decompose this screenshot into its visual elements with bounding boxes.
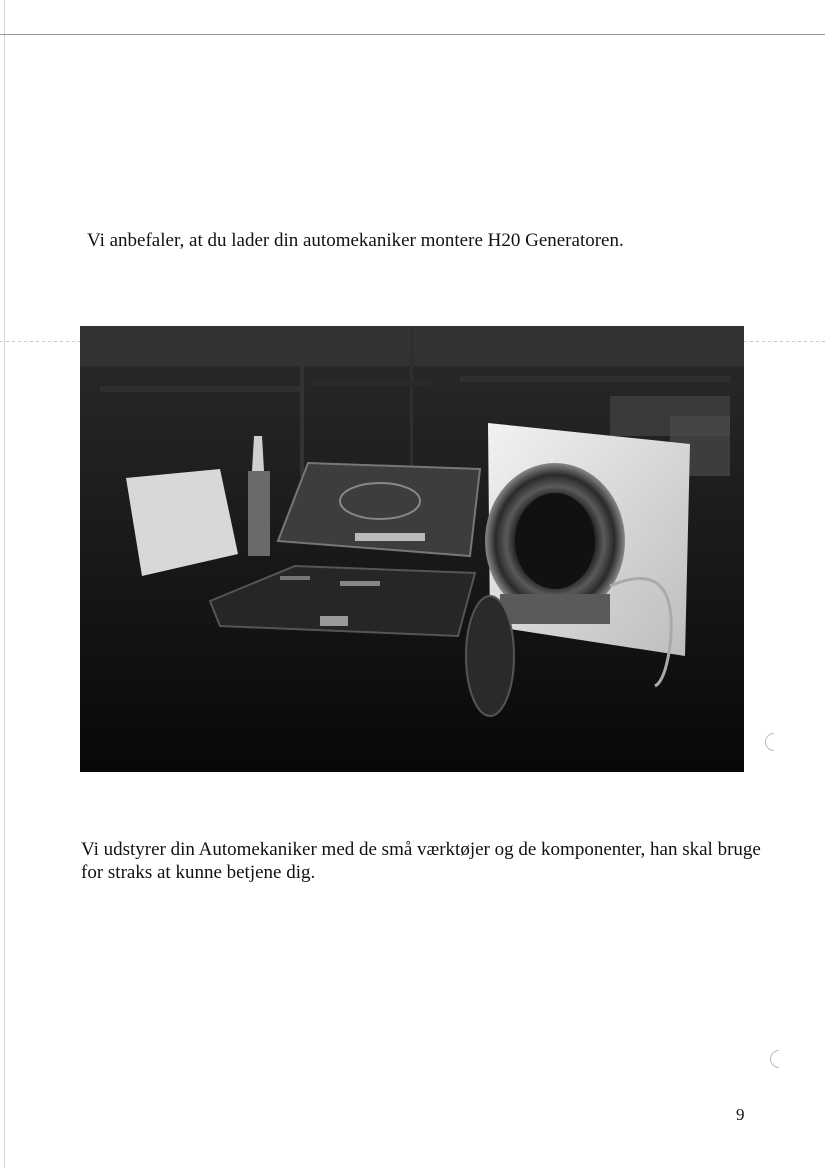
closing-paragraph: Vi udstyrer din Automekaniker med de små værktøjer og de komponenter, han skal bruge for straks at kunne betjene dig. — [81, 839, 761, 883]
header-rule — [0, 34, 825, 35]
photo-icon — [80, 326, 744, 772]
intro-paragraph: Vi anbefaler, at du lader din automekaniker montere H20 Generatoren. — [87, 230, 624, 251]
product-photo — [80, 326, 744, 772]
scan-speck — [765, 733, 774, 751]
page-number: 9 — [736, 1105, 745, 1124]
scan-speck — [770, 1050, 779, 1068]
scan-left-edge — [4, 0, 5, 1168]
